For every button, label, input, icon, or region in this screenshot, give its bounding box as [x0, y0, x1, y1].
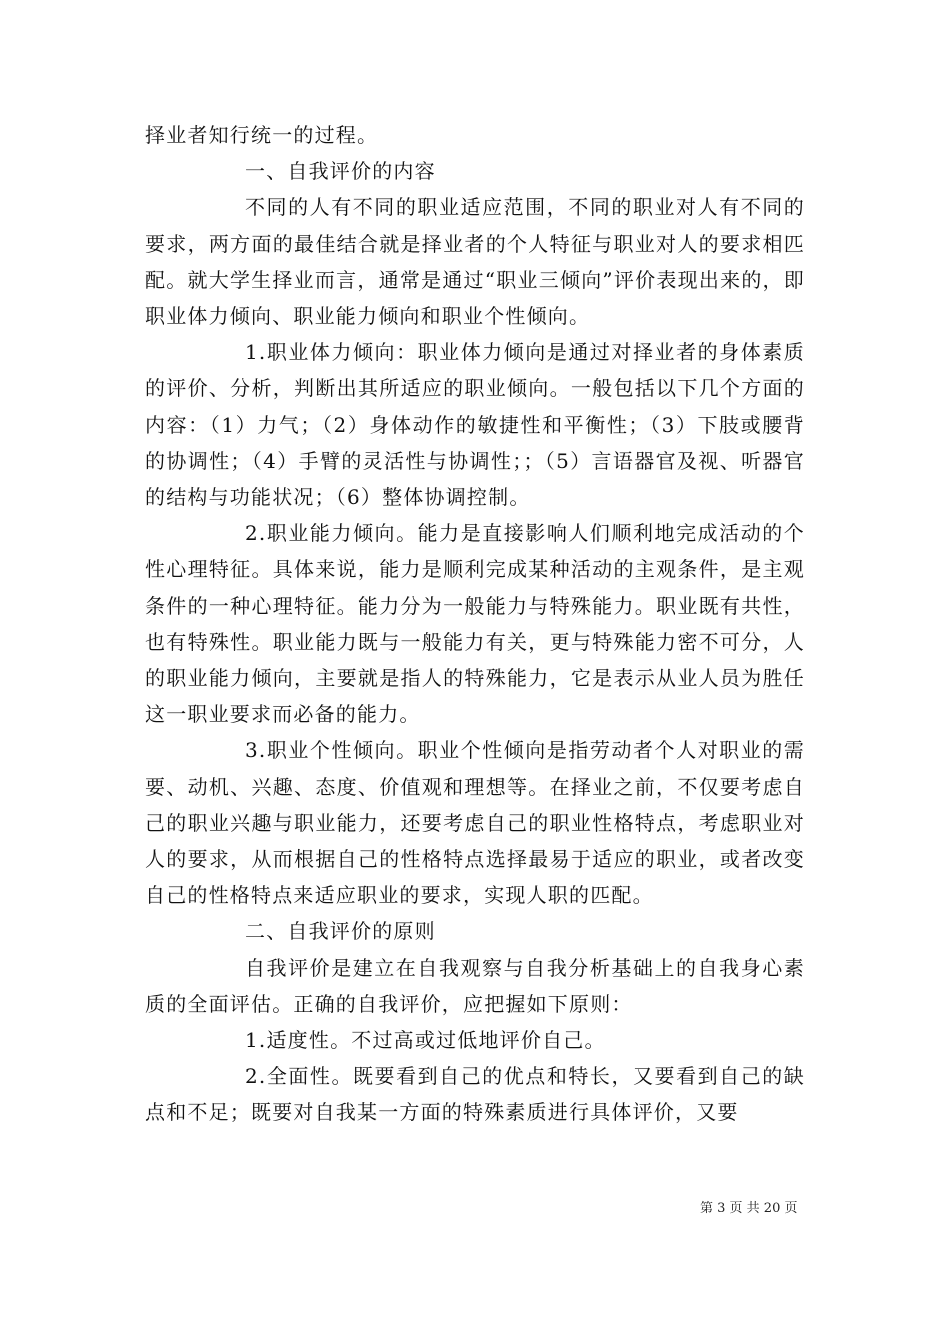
paragraph-principles-intro: 自我评价是建立在自我观察与自我分析基础上的自我身心素质的全面评估。正确的自我评价，应把握如下原则：	[145, 955, 805, 1016]
paragraph-comprehensiveness: 2.全面性。既要看到自己的优点和特长，又要看到自己的缺点和不足；既要对自我某一方面的特殊素质进行具体评价，又要	[145, 1064, 805, 1125]
document-body	[145, 117, 805, 1131]
paragraph-physical-tendency: 1.职业体力倾向：职业体力倾向是通过对择业者的身体素质的评价、分析，判断出其所适应的职业倾向。一般包括以下几个方面的内容：（1）力气；（2）身体动作的敏捷性和平衡性；（3）下肢或腰背的协调性；（4）手臂的灵活性与协调性；；（5）言语器官及视、听器官的结构与功能状况；（6）整体协调控制。	[145, 340, 805, 510]
paragraph-moderation: 1.适度性。不过高或过低地评价自己。	[245, 1028, 606, 1053]
paragraph-intro: 不同的人有不同的职业适应范围，不同的职业对人有不同的要求，两方面的最佳结合就是择业者的个人特征与职业对人的要求相匹配。就大学生择业而言，通常是通过“职业三倾向”评价表现出来的，即职业体力倾向、职业能力倾向和职业个性倾向。	[145, 195, 805, 329]
section-heading-principles: 二、自我评价的原则	[245, 919, 436, 944]
paragraph-ability-tendency: 2.职业能力倾向。能力是直接影响人们顺利地完成活动的个性心理特征。具体来说，能力是顺利完成某种活动的主观条件，是主观条件的一种心理特征。能力分为一般能力与特殊能力。职业既有共性，也有特殊性。职业能力既与一般能力有关，更与特殊能力密不可分，人的职业能力倾向，主要就是指人的特殊能力，它是表示从业人员为胜任这一职业要求而必备的能力。	[145, 521, 805, 727]
section-heading-content: 一、自我评价的内容	[245, 159, 436, 184]
paragraph-personality-tendency: 3.职业个性倾向。职业个性倾向是指劳动者个人对职业的需要、动机、兴趣、态度、价值观和理想等。在择业之前，不仅要考虑自己的职业兴趣与职业能力，还要考虑自己的职业性格特点，考虑职业对人的要求，从而根据自己的性格特点选择最易于适应的职业，或者改变自己的性格特点来适应职业的要求，实现人职的匹配。	[145, 738, 805, 908]
page-number-footer: 第 3 页 共 20 页	[700, 1201, 798, 1216]
paragraph-continuation: 择业者知行统一的过程。	[145, 123, 379, 147]
